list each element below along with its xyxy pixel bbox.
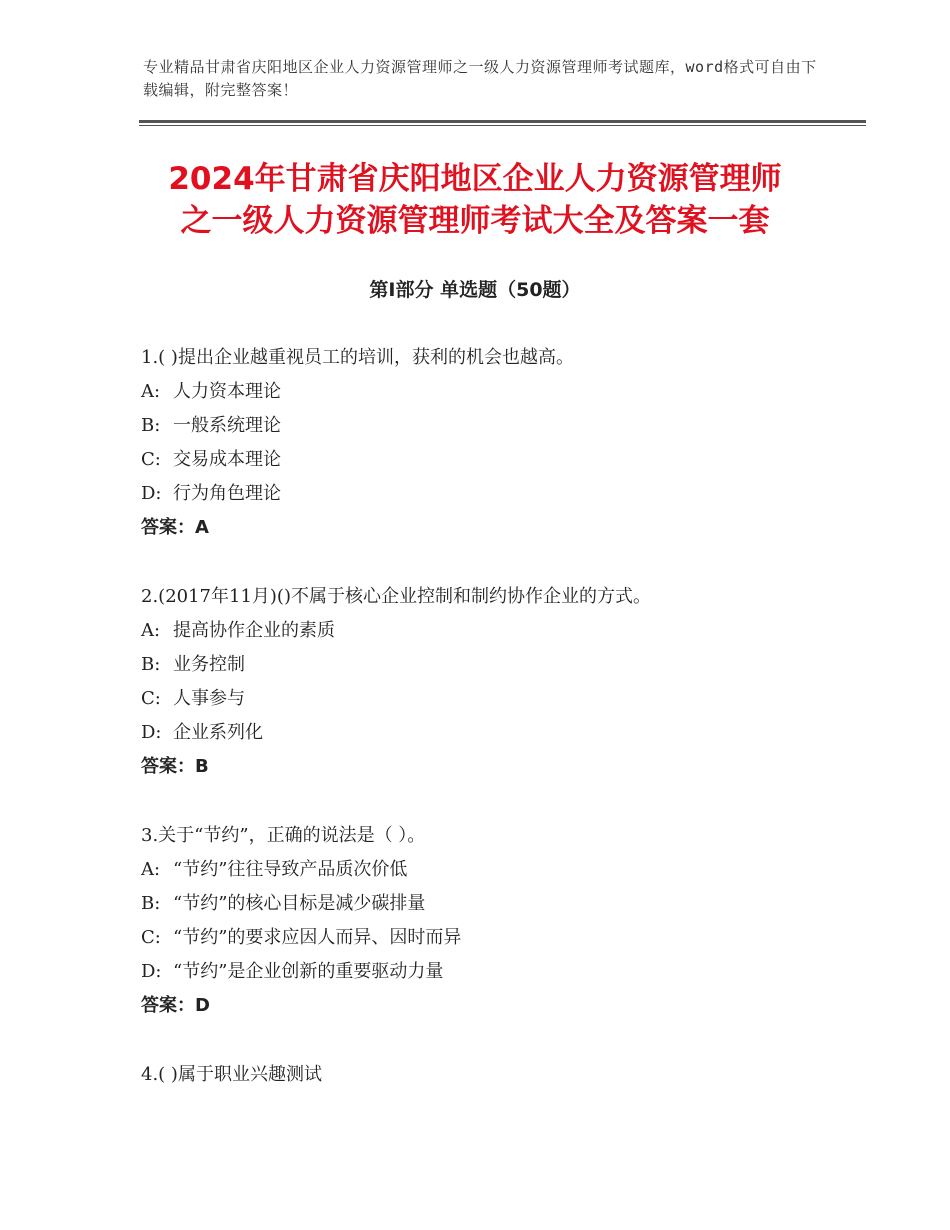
- option-a: [141, 614, 861, 648]
- option-letter: D:: [141, 722, 162, 743]
- option-text: 人事参与: [173, 688, 245, 709]
- option-b: [141, 409, 861, 443]
- option-d: [141, 477, 861, 511]
- option-text: 人力资本理论: [173, 381, 281, 402]
- answer-value: A: [195, 517, 209, 538]
- answer-label: 答案：: [141, 517, 195, 538]
- option-text: 交易成本理论: [173, 449, 281, 470]
- answer-line: [141, 989, 861, 1023]
- answer-label: 答案：: [141, 756, 195, 777]
- answer-line: [141, 511, 861, 545]
- section-title: 第Ⅰ部分 单选题（50题）: [369, 279, 581, 301]
- option-letter: D:: [141, 961, 162, 982]
- option-letter: C:: [141, 927, 161, 948]
- option-letter: B:: [141, 415, 161, 436]
- option-d: [141, 955, 861, 989]
- question-stem: 3.关于“节约”，正确的说法是（ ）。: [141, 825, 426, 846]
- option-text: 企业系列化: [173, 722, 263, 743]
- document-title-line-1: 2024年甘肃省庆阳地区企业人力资源管理师: [168, 161, 782, 197]
- option-text: “节约”往往导致产品质次价低: [173, 859, 408, 880]
- option-letter: D:: [141, 483, 162, 504]
- answer-value: D: [195, 995, 210, 1016]
- header-note: 专业精品甘肃省庆阳地区企业人力资源管理师之一级人力资源管理师考试题库，word格式可自由下载编辑，附完整答案！: [143, 58, 817, 99]
- option-a: [141, 375, 861, 409]
- option-text: “节约”是企业创新的重要驱动力量: [173, 961, 444, 982]
- option-text: 一般系统理论: [173, 415, 281, 436]
- option-text: 行为角色理论: [173, 483, 281, 504]
- question-stem: 2.(2017年11月)()不属于核心企业控制和制约协作企业的方式。: [141, 586, 651, 607]
- option-letter: A:: [141, 859, 161, 880]
- question-1: [141, 341, 861, 545]
- option-d: [141, 716, 861, 750]
- question-2: [141, 580, 861, 784]
- option-text: “节约”的核心目标是减少碳排量: [173, 893, 426, 914]
- option-c: [141, 682, 861, 716]
- option-letter: A:: [141, 381, 161, 402]
- option-letter: C:: [141, 449, 161, 470]
- option-letter: B:: [141, 893, 161, 914]
- option-text: “节约”的要求应因人而异、因时而异: [173, 927, 462, 948]
- question-3: [141, 819, 861, 1023]
- question-stem: 1.( )提出企业越重视员工的培训，获利的机会也越高。: [141, 347, 574, 368]
- option-text: 业务控制: [173, 654, 245, 675]
- option-letter: C:: [141, 688, 161, 709]
- option-text: 提高协作企业的素质: [173, 620, 335, 641]
- question-stem: 4.( )属于职业兴趣测试: [141, 1064, 322, 1085]
- option-b: [141, 648, 861, 682]
- option-c: [141, 443, 861, 477]
- option-letter: B:: [141, 654, 161, 675]
- question-4: [141, 1058, 861, 1092]
- document-title-line-2: 之一级人力资源管理师考试大全及答案一套: [180, 203, 770, 239]
- answer-label: 答案：: [141, 995, 195, 1016]
- answer-value: B: [195, 756, 209, 777]
- option-c: [141, 921, 861, 955]
- header-rule-thick: [139, 120, 866, 123]
- header-rule-thin: [139, 125, 866, 126]
- option-letter: A:: [141, 620, 161, 641]
- option-a: [141, 853, 861, 887]
- option-b: [141, 887, 861, 921]
- document-title: [100, 158, 850, 242]
- answer-line: [141, 750, 861, 784]
